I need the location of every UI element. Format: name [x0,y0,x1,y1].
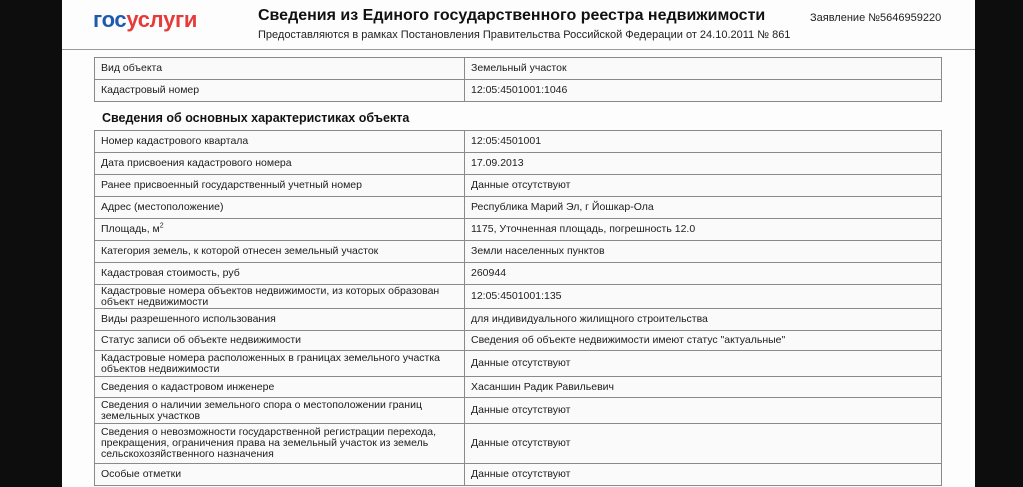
row-label: Дата присвоения кадастрового номера [95,153,465,175]
document-subtitle: Предоставляются в рамках Постановления Правительства Российской Федерации от 24.10.2011 № 861 [258,29,791,41]
table-row [95,241,942,263]
row-label: Вид объекта [95,58,465,80]
table-row [95,58,942,80]
row-value: Земельный участок [465,58,942,80]
table-row [95,219,942,241]
row-value: 260944 [465,263,942,285]
row-value: Данные отсутствуют [465,464,942,486]
row-label: Виды разрешенного использования [95,309,465,331]
row-value: для индивидуального жилищного строительства [465,309,942,331]
row-label: Статус записи об объекте недвижимости [95,331,465,351]
logo-part-gos: гос [93,7,127,32]
area-label-text: Площадь, м [101,223,160,235]
row-value: Данные отсутствуют [465,351,942,377]
row-value: Республика Марий Эл, г Йошкар-Ола [465,197,942,219]
section-title: Сведения об основных характеристиках объекта [102,111,410,125]
row-label: Адрес (местоположение) [95,197,465,219]
gosuslugi-logo [93,7,197,33]
document-header [62,0,975,50]
table-row [95,175,942,197]
row-label: Кадастровые номера объектов недвижимости, из которых образован объект недвижимости [95,285,465,309]
row-value: Хасаншин Радик Равильевич [465,377,942,398]
table-row [95,331,942,351]
table-row [95,309,942,331]
application-number: Заявление №5646959220 [810,12,942,24]
object-table [94,57,942,102]
row-value: 12:05:4501001:1046 [465,80,942,102]
row-label: Сведения о невозможности государственной регистрации перехода, прекращения, ограничения права на земельный участок из земель сельскохозяйственного назначения [95,424,465,464]
table-row [95,285,942,309]
row-label [95,219,465,241]
table-row [95,377,942,398]
table-row [95,464,942,486]
table-row [95,197,942,219]
row-value: Данные отсутствуют [465,398,942,424]
area-unit-superscript: 2 [159,222,164,230]
row-label: Номер кадастрового квартала [95,131,465,153]
row-label: Кадастровая стоимость, руб [95,263,465,285]
document-page [62,0,975,487]
table-row [95,263,942,285]
row-value: 1175, Уточненная площадь, погрешность 12.0 [465,219,942,241]
table-row [95,80,942,102]
row-label: Особые отметки [95,464,465,486]
logo-part-uslugi: услуги [126,7,198,32]
table-row [95,424,942,464]
row-label: Сведения о кадастровом инженере [95,377,465,398]
row-value: 17.09.2013 [465,153,942,175]
document-title: Сведения из Единого государственного реестра недвижимости [258,7,766,24]
row-label: Ранее присвоенный государственный учетный номер [95,175,465,197]
row-value: Данные отсутствуют [465,424,942,464]
row-value: Земли населенных пунктов [465,241,942,263]
row-value: Данные отсутствуют [465,175,942,197]
row-label: Кадастровые номера расположенных в границах земельного участка объектов недвижимости [95,351,465,377]
row-value: 12:05:4501001:135 [465,285,942,309]
table-row [95,351,942,377]
table-row [95,153,942,175]
characteristics-table [94,130,942,486]
table-row [95,131,942,153]
row-label: Категория земель, к которой отнесен земельный участок [95,241,465,263]
table-row [95,398,942,424]
row-label: Кадастровый номер [95,80,465,102]
row-value: 12:05:4501001 [465,131,942,153]
row-value: Сведения об объекте недвижимости имеют статус "актуальные" [465,331,942,351]
row-label: Сведения о наличии земельного спора о местоположении границ земельных участков [95,398,465,424]
header-divider [62,49,975,50]
